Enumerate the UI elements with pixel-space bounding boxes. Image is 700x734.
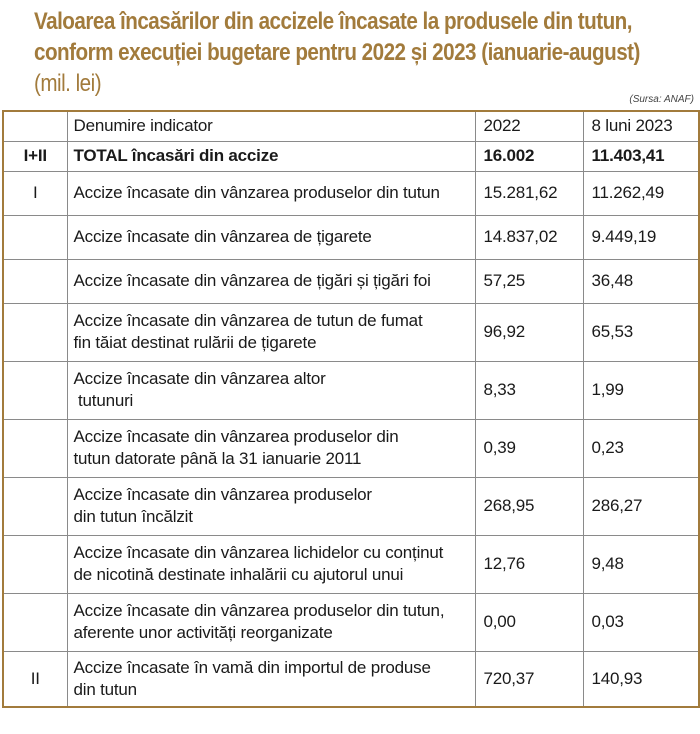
header-2022: 2022 — [475, 111, 583, 141]
table-row — [3, 361, 699, 419]
header-indicator: Denumire indicator — [67, 111, 475, 141]
table-row — [3, 477, 699, 535]
row-indicator — [67, 651, 475, 707]
indicator-line: aferente unor activități reorganizate — [73, 623, 333, 642]
row-indicator — [67, 259, 475, 303]
value-2022: 8,33 — [475, 361, 583, 419]
value-2022: 12,76 — [475, 535, 583, 593]
table-title — [34, 6, 640, 99]
value-2023: 36,48 — [583, 259, 699, 303]
table-row — [3, 303, 699, 361]
value-2023: 9,48 — [583, 535, 699, 593]
indicator-line: TOTAL încasări din accize — [73, 146, 279, 165]
row-indicator — [67, 215, 475, 259]
value-2023: 140,93 — [583, 651, 699, 707]
excise-table-body — [3, 111, 699, 707]
excise-table — [2, 110, 700, 708]
row-indicator — [67, 535, 475, 593]
value-2022: 268,95 — [475, 477, 583, 535]
indicator-line: de nicotină destinate inhalării cu ajutorul unui — [73, 565, 404, 584]
row-indicator — [67, 303, 475, 361]
indicator-line: Accize încasate în vamă din importul de produse — [73, 657, 431, 677]
value-2022: 0,00 — [475, 593, 583, 651]
value-2023: 0,23 — [583, 419, 699, 477]
row-code: I — [3, 171, 67, 215]
indicator-line: Accize încasate din vânzarea de țigări și țigări foi — [73, 271, 431, 290]
indicator-line: Accize încasate din vânzarea produselor din — [73, 427, 399, 446]
indicator-line: Accize încasate din vânzarea produselor — [73, 485, 372, 504]
row-indicator — [67, 171, 475, 215]
table-row — [3, 141, 699, 171]
row-code — [3, 361, 67, 419]
title-unit: (mil. lei) — [34, 70, 102, 97]
header-row — [3, 111, 699, 141]
row-code — [3, 303, 67, 361]
row-code — [3, 535, 67, 593]
header-2023: 8 luni 2023 — [583, 111, 699, 141]
row-code — [3, 259, 67, 303]
value-2022: 16.002 — [475, 141, 583, 171]
value-2022: 57,25 — [475, 259, 583, 303]
row-indicator — [67, 419, 475, 477]
value-2022: 0,39 — [475, 419, 583, 477]
table-row — [3, 215, 699, 259]
indicator-line: Accize încasate din vânzarea lichidelor cu conținut — [73, 543, 444, 562]
title-line-2: conform execuției bugetare pentru 2022 și 2023 (ianuarie-august) — [34, 39, 640, 66]
indicator-line: Accize încasate din vânzarea produselor din tutun — [73, 183, 440, 202]
value-2023: 1,99 — [583, 361, 699, 419]
row-code — [3, 477, 67, 535]
row-code — [3, 419, 67, 477]
table-row — [3, 419, 699, 477]
indicator-line: Accize încasate din vânzarea produselor din tutun, — [73, 601, 445, 620]
value-2022: 14.837,02 — [475, 215, 583, 259]
row-indicator — [67, 141, 475, 171]
value-2023: 9.449,19 — [583, 215, 699, 259]
indicator-line: Accize încasate din vânzarea altor — [73, 369, 326, 388]
value-2023: 0,03 — [583, 593, 699, 651]
indicator-line: din tutun încălzit — [73, 507, 193, 526]
row-indicator — [67, 477, 475, 535]
value-2023: 11.262,49 — [583, 171, 699, 215]
table-row — [3, 651, 699, 707]
value-2023: 65,53 — [583, 303, 699, 361]
value-2022: 720,37 — [475, 651, 583, 707]
indicator-line: tutun datorate până la 31 ianuarie 2011 — [73, 449, 362, 468]
table-row — [3, 593, 699, 651]
row-code — [3, 593, 67, 651]
table-row — [3, 171, 699, 215]
source-note: (Sursa: ANAF) — [629, 94, 694, 105]
table-row — [3, 259, 699, 303]
indicator-line: fin tăiat destinat rulării de țigarete — [73, 333, 317, 352]
value-2022: 96,92 — [475, 303, 583, 361]
title-line-1: Valoarea încasărilor din accizele încasate la produsele din tutun, — [34, 8, 632, 35]
indicator-line: Accize încasate din vânzarea de tutun de fumat — [73, 311, 423, 330]
row-indicator — [67, 361, 475, 419]
row-code: II — [3, 651, 67, 707]
value-2022: 15.281,62 — [475, 171, 583, 215]
row-code: I+II — [3, 141, 67, 171]
value-2023: 286,27 — [583, 477, 699, 535]
header-code — [3, 111, 67, 141]
indicator-line: tutunuri — [73, 391, 134, 410]
indicator-line: din tutun — [73, 679, 137, 699]
table-row — [3, 535, 699, 593]
row-indicator — [67, 593, 475, 651]
value-2023: 11.403,41 — [583, 141, 699, 171]
row-code — [3, 215, 67, 259]
indicator-line: Accize încasate din vânzarea de țigarete — [73, 227, 372, 246]
